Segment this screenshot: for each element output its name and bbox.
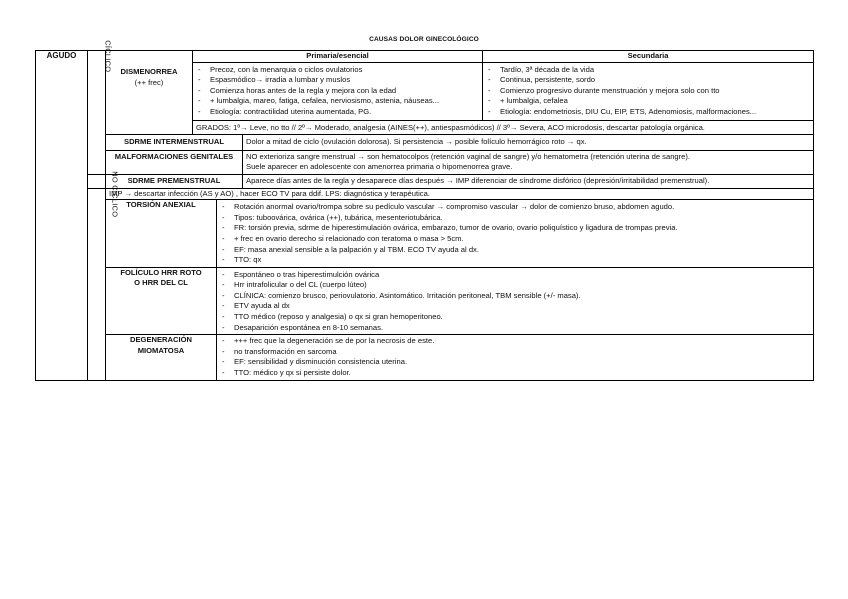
degeneracion-cell — [217, 335, 814, 380]
list-item: - Rotación anormal ovario/trompa sobre su pedículo vascular → compromiso vascular → dolor de comienzo bruso, abdomen agudo. — [220, 202, 810, 213]
dismenorrea-label-cell — [106, 51, 193, 135]
sdrme-premenstrual-row — [36, 174, 814, 188]
malformaciones-text-2: Suele aparecer en adolescente con amenorrea primaria o hipomenorrea grave. — [246, 162, 513, 172]
list-item: - Etiología: contractilidad uterina aumentada, PG. — [196, 107, 479, 118]
list-item: - Tipos: tuboovárica, ovárica (++), tubárica, mesenteriotubárica. — [220, 213, 810, 224]
primaria-list — [196, 65, 479, 118]
malformaciones-cell — [243, 150, 814, 174]
imp-text: IMP → descartar infección (AS y AO) , hacer ECO TV para ddif. LPS: diagnóstica y terapéutica. — [106, 188, 814, 200]
degeneracion-row — [36, 335, 814, 380]
dismenorrea-header-row — [36, 51, 814, 63]
list-item: - no transformación en sarcoma — [220, 347, 810, 358]
torsion-list — [220, 202, 810, 266]
list-item: - FR: torsión previa, sdrme de hiperestimulación ovárica, embarazo, tumor de ovario, ovario poliquístico y ligadura de trompas previa. — [220, 223, 810, 234]
malformaciones-label: MALFORMACIONES GENITALES — [106, 150, 243, 174]
secundaria-header: Secundaria — [483, 51, 814, 63]
sdrme-intermenstrual-row — [36, 135, 814, 151]
secundaria-cell — [483, 62, 814, 120]
document-title: CAUSAS DOLOR GINECOLÓGICO — [369, 36, 479, 43]
malformaciones-text-1: NO exterioriza sangre menstrual → son hematocolpos (retención vaginal de sangre) y/o hematometra (retención uterina de sangre). — [246, 151, 691, 161]
list-item: - CLÍNICA: comienzo brusco, periovulatorio. Asintomático. Irritación peritoneal, TBM sensible (+/- masa). — [220, 291, 810, 302]
sdrme-premenstrual-text: Aparece días antes de la regla y desaparece días después → IMP diferenciar de síndrome disfórico (depresión/irritabilidad premenstrual). — [243, 174, 814, 188]
list-item: - Tardío, 3ª década de la vida — [486, 65, 810, 76]
grados-text: GRADOS: 1º→ Leve, no tto // 2º→ Moderado, analgesia (AINES(++), antiespasmódicos) // 3º→ Severa, ACO microdosis, descartar patología orgánica. — [193, 120, 814, 135]
list-item: - +++ frec que la degeneración se de por la necrosis de este. — [220, 336, 810, 347]
torsion-row — [36, 200, 814, 268]
list-item: - Etiología: endometriosis, DIU Cu, EIP, ETS, Adenomiosis, malformaciones... — [486, 107, 810, 118]
list-item: - Continua, persistente, sordo — [486, 75, 810, 86]
foliculo-list — [220, 270, 810, 334]
ciclico-continuation — [88, 174, 106, 188]
no-ciclico-label: NO CÍCLICO — [110, 170, 120, 217]
list-item: - + lumbalgia, cefalea — [486, 96, 810, 107]
list-item: - Precoz, con la menarquia o ciclos ovulatorios — [196, 65, 479, 76]
malformaciones-row — [36, 150, 814, 174]
list-item: - TTO: qx — [220, 255, 810, 266]
dismenorrea-label: DISMENORREA — [120, 67, 178, 76]
list-item: - ETV ayuda al dx — [220, 301, 810, 312]
ciclico-label-cell — [88, 40, 113, 175]
list-item: - Espasmódico→ irradia a lumbar y muslos — [196, 75, 479, 86]
torsion-cell — [217, 200, 814, 268]
degeneracion-label: DEGENERACIÓN MIOMATOSA — [106, 335, 217, 380]
sdrme-intermenstrual-label: SDRME INTERMENSTRUAL — [106, 135, 243, 151]
list-item: - + lumbalgia, mareo, fatiga, cefalea, nerviosismo, astenia, náuseas... — [196, 96, 479, 107]
imp-row — [36, 188, 814, 200]
list-item: - EF: masa anexial sensible a la palpación y al TBM. ECO TV ayuda al dx. — [220, 245, 810, 256]
list-item: - + frec en ovario derecho si relacionado con teratoma o masa > 5cm. — [220, 234, 810, 245]
list-item: - Comienza horas antes de la regla y mejora con la edad — [196, 86, 479, 97]
agudo-label: AGUDO — [36, 51, 88, 381]
primaria-cell — [193, 62, 483, 120]
list-item: - EF: sensibilidad y disminución consistencia uterina. — [220, 357, 810, 368]
degeneracion-list — [220, 336, 810, 378]
no-ciclico-label-cell — [88, 170, 120, 380]
torsion-label: TORSIÓN ANEXIAL — [106, 200, 217, 268]
sdrme-premenstrual-label: SDRME PREMENSTRUAL — [106, 174, 243, 188]
ciclico-label: CÍCLICO — [103, 40, 113, 73]
dismenorrea-sublabel: (++ frec) — [134, 77, 164, 87]
sdrme-intermenstrual-text: Dolor a mitad de ciclo (ovulación dolorosa). Si persistencia → posible folículo hemorrágico roto → qx. — [243, 135, 814, 151]
foliculo-cell — [217, 267, 814, 335]
secundaria-list — [486, 65, 810, 118]
list-item: - Desaparición espontánea en 8-10 semanas. — [220, 323, 810, 334]
list-item: - TTO médico (reposo y analgesia) o qx si gran hemoperitoneo. — [220, 312, 810, 323]
list-item: - Hrr intrafolicular o del CL (cuerpo lúteo) — [220, 280, 810, 291]
list-item: - Espontáneo o tras hiperestimulción ovárica — [220, 270, 810, 281]
list-item: - TTO: médico y qx si persiste dolor. — [220, 368, 810, 379]
foliculo-label: FOLÍCULO HRR ROTO O HRR DEL CL — [106, 267, 217, 335]
causes-table — [35, 40, 814, 381]
list-item: - Comienzo progresivo durante menstruación y mejora solo con tto — [486, 86, 810, 97]
foliculo-row — [36, 267, 814, 335]
primaria-header: Primaria/esencial — [193, 51, 483, 63]
